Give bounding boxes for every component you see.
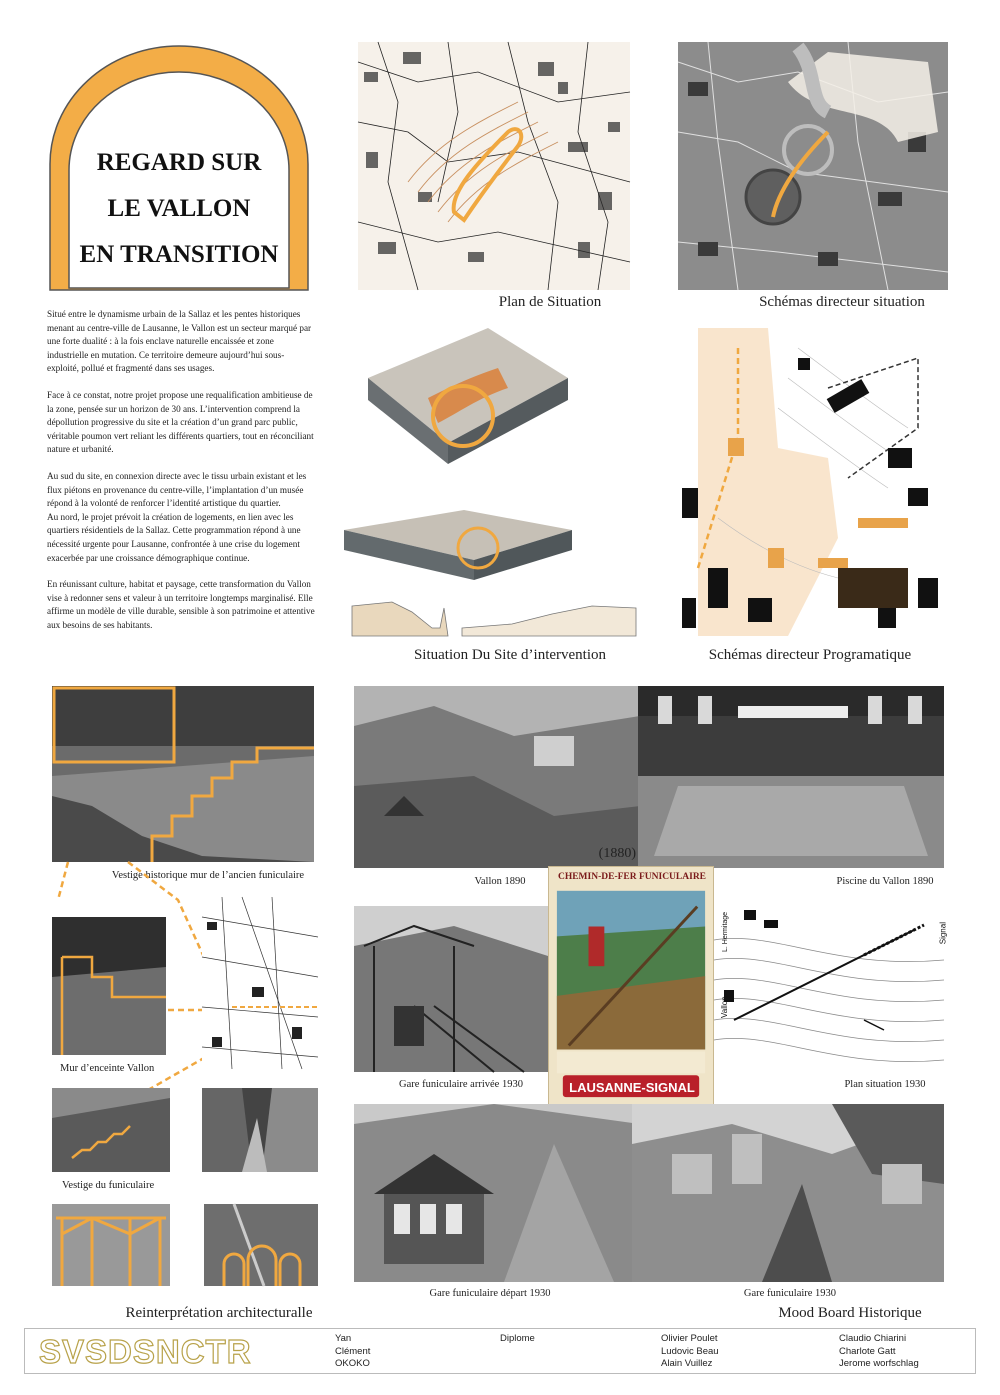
caption-reinterpretation: Reinterprétation architecturalle (125, 1305, 313, 1321)
caption-situation-site: Situation Du Site d’intervention (413, 647, 607, 663)
funicular-vintage-poster (548, 866, 714, 1110)
intro-paragraph: Situé entre le dynamisme urbain de la Sallaz et les pentes historiques menant au centre-ville de Lausanne, le Vallon est un secteur marqué par une forte dualité : à la fois enclave naturelle encaissée et zone industrielle en mutation. Ce territoire demeure aujourd’hui sous-exploité, pollué et fragmenté dans ses usages. (47, 309, 312, 374)
poster-title (60, 140, 298, 278)
credits-students (335, 1333, 370, 1371)
caption-schemas-programatique: Schémas directeur Programatique (708, 647, 912, 663)
mur-enceinte-photo (52, 917, 166, 1055)
reinterpretation-photo-1 (52, 1204, 170, 1286)
caption-mur-enceinte: Mur d’enceinte Vallon (60, 1063, 155, 1074)
title-line-2: LE VALLON (107, 195, 251, 222)
credit-name: Alain Vuillez (661, 1358, 713, 1369)
caption-plan-situation: Plan de Situation (498, 294, 602, 310)
credits-diplome (500, 1333, 535, 1346)
plan-1930-map (714, 900, 947, 1072)
plan-detail-map (202, 897, 318, 1069)
schemas-situation-map (678, 42, 948, 290)
caption-vallon-1890: Vallon 1890 (474, 876, 526, 887)
caption-gare-depart: Gare funiculaire départ 1930 (429, 1288, 551, 1299)
caption-schemas-situation: Schémas directeur situation (759, 294, 925, 310)
intro-paragraph: En réunissant culture, habitat et paysage, cette transformation du Vallon vise à redonner sens et valeur à un territoire longtemps marginalisé. Elle affirme un modèle de ville durable, sensible à son patrimoine et attentive aux besoins de ses habitants. (47, 579, 315, 630)
credits-professors (661, 1333, 719, 1371)
schemas-programatique-plan (678, 318, 948, 636)
credit-name: Charlote Gatt (839, 1345, 896, 1357)
vallon-1890-photo (354, 686, 640, 868)
credit-name: Jerome worfschlag (839, 1358, 919, 1369)
reinterpretation-photo-2 (204, 1204, 318, 1286)
footer-credits (24, 1328, 976, 1374)
caption-gare-1930: Gare funiculaire 1930 (743, 1288, 837, 1299)
credit-name: Ludovic Beau (661, 1345, 719, 1357)
caption-gare-arrivee: Gare funiculaire arrivée 1930 (399, 1079, 523, 1090)
intro-paragraph: Au sud du site, en connexion directe avec le tissu urbain existant et les flux piétons en provenance du centre-ville, l’implantation d’un musée répond à la volonté de renforcer l’identité artistique du quartier. Au nord, le projet prévoit la création de logements, en lien avec les quartiers résidentiels de la Sallaz. Cette programmation répond à une nécessité urgente pour Lausanne, confrontée à une crise du logement exacerbée par une croissance démographique continue. (47, 470, 307, 563)
caption-mood-board: Mood Board Historique (778, 1305, 922, 1321)
caption-plan-1930: Plan situation 1930 (844, 1079, 926, 1090)
studio-logo: SVSDSNCTR (39, 1333, 252, 1370)
credit-name: Olivier Poulet (661, 1333, 718, 1344)
credit-name: Claudio Chiarini (839, 1333, 907, 1344)
map-vallon-label: Vallon (720, 996, 729, 1018)
map-herminage-label: L. Hermitage (722, 911, 729, 952)
street-photo (202, 1088, 318, 1172)
map-signal-label: Signal (938, 922, 947, 945)
title-line-1: REGARD SUR (96, 149, 262, 176)
credits-experts (839, 1333, 919, 1371)
vestige-funiculaire-photo (52, 1088, 170, 1172)
credit-name: Clément (335, 1345, 371, 1357)
credit-label: Diplome (500, 1333, 535, 1344)
gare-1930-photo (632, 1104, 944, 1282)
gare-depart-photo (354, 1104, 640, 1282)
intro-paragraph: Face à ce constat, notre projet propose une requalification ambitieuse de la zone, pensée sur un horizon de 30 ans. L’intervention comprend la dépollution progressive du site et la création d’un grand parc public, véritable poumon vert reliant les différents quartiers, tout en réconciliant nature et urbanité. (47, 389, 314, 455)
vestige-mur-photo (52, 686, 314, 862)
credit-name: OKOKO (335, 1358, 370, 1369)
gare-arrivee-photo (354, 906, 548, 1072)
intro-text (47, 308, 315, 645)
caption-vestige-mur: Vestige historique mur de l’ancien funiculaire (111, 870, 305, 881)
plan-situation-map (358, 42, 630, 290)
piscine-1890-photo (638, 686, 944, 868)
credit-name: Yan (335, 1333, 352, 1344)
year-1880-label: (1880) (598, 846, 636, 861)
caption-vestige-funiculaire: Vestige du funiculaire (62, 1180, 155, 1191)
site-section-profiles (352, 598, 636, 638)
poster-footer-text: LAUSANNE-SIGNAL (569, 1080, 695, 1095)
caption-piscine-1890: Piscine du Vallon 1890 (836, 876, 934, 887)
site-3d-model-bottom (344, 500, 572, 588)
poster-header-text: CHEMIN-DE-FER FUNICULAIRE (557, 872, 707, 882)
title-line-3: EN TRANSITION (79, 241, 279, 268)
site-3d-model-top (368, 318, 568, 464)
